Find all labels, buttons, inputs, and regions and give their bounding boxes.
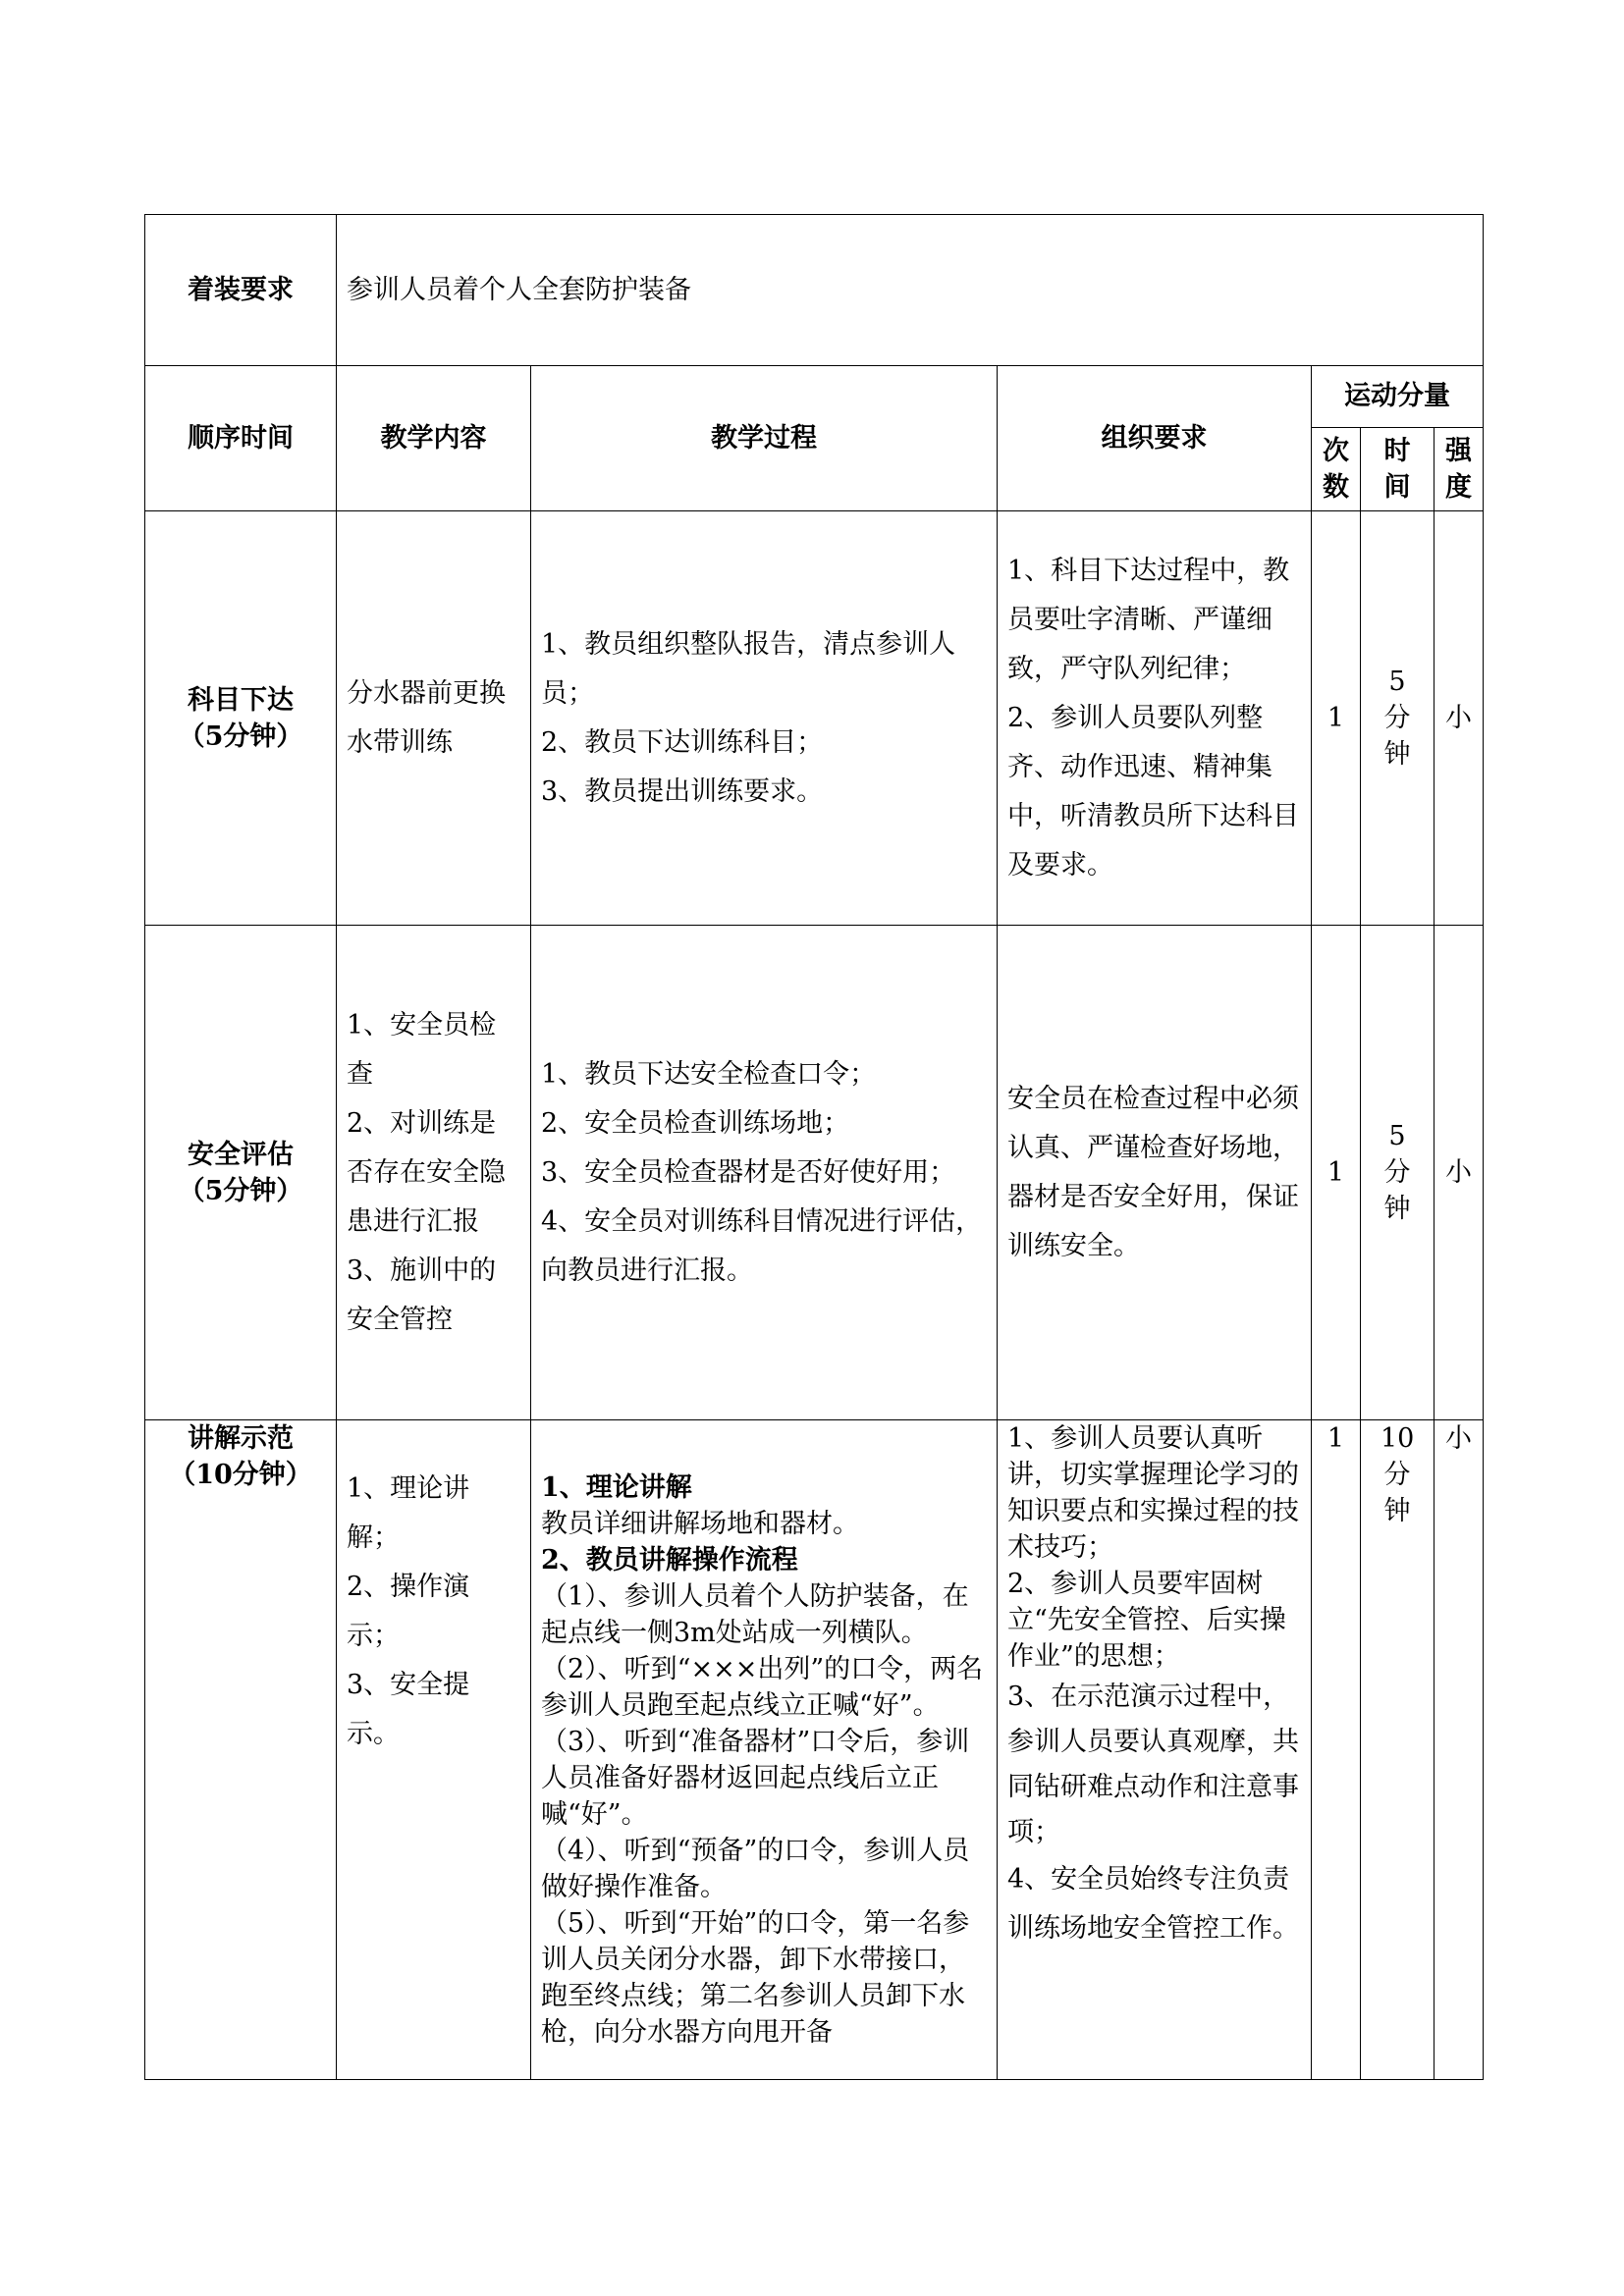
- row-intensity: 小: [1435, 1420, 1484, 2080]
- row-title: 科目下达 （5分钟）: [145, 511, 337, 926]
- dress-label: 着装要求: [145, 215, 337, 366]
- row-intensity: 小: [1435, 926, 1484, 1420]
- row-requirements: 1、参训人员要认真听讲，切实掌握理论学习的知识要点和实操过程的技术技巧； 2、参训人员要牢固树立“先安全管控、后实操作业”的思想； 3、在示范演示过程中，参训人员要认真观摩，共同钻研难点动作和注意事项； 4、安全员始终专注负责训练场地安全管控工作。: [998, 1420, 1312, 2080]
- header-requirements: 组织要求: [998, 366, 1312, 511]
- row-times: 1: [1312, 926, 1361, 1420]
- dress-value: 参训人员着个人全套防护装备: [337, 215, 1484, 366]
- header-intensity: 强度: [1435, 428, 1484, 511]
- row-times: 1: [1312, 511, 1361, 926]
- header-process: 教学过程: [531, 366, 998, 511]
- row-process: 1、教员组织整队报告，清点参训人员； 2、教员下达训练科目； 3、教员提出训练要求。: [531, 511, 998, 926]
- row-process: 1、理论讲解 教员详细讲解场地和器材。 2、教员讲解操作流程 （1）、参训人员着个人防护装备，在起点线一侧3m处站成一列横队。 （2）、听到“×××出列”的口令，两名参训人员跑至起点线立正喊“好”。 （3）、听到“准备器材”口令后，参训人员准备好器材返回起点线后立正喊“好”。 （4）、听到“预备”的口令，参训人员做好操作准备。 （5）、听到“开始”的口令，第一名参训人员关闭分水器，卸下水带接口，跑至终点线；第二名参训人员卸下水枪，向分水器方向甩开备: [531, 1420, 998, 2080]
- table-row: [145, 926, 1484, 1420]
- header-times: 次数: [1312, 428, 1361, 511]
- lesson-plan-table: [144, 214, 1484, 2080]
- row-title: 讲解示范 （10分钟）: [145, 1420, 337, 2080]
- table-row: [145, 511, 1484, 926]
- row-duration: 10分钟: [1361, 1420, 1435, 2080]
- row-duration: 5分钟: [1361, 926, 1435, 1420]
- row-duration: 5分钟: [1361, 511, 1435, 926]
- row-content: 分水器前更换水带训练: [337, 511, 531, 926]
- row-times: 1: [1312, 1420, 1361, 2080]
- row-title: 安全评估 （5分钟）: [145, 926, 337, 1420]
- row-process: 1、教员下达安全检查口令； 2、安全员检查训练场地； 3、安全员检查器材是否好使好用； 4、安全员对训练科目情况进行评估，向教员进行汇报。: [531, 926, 998, 1420]
- header-content: 教学内容: [337, 366, 531, 511]
- table-row: [145, 1420, 1484, 2080]
- row-content: 1、理论讲解； 2、操作演示； 3、安全提示。: [337, 1420, 531, 2080]
- header-order-time: 顺序时间: [145, 366, 337, 511]
- row-content: 1、安全员检查 2、对训练是否存在安全隐患进行汇报 3、施训中的安全管控: [337, 926, 531, 1420]
- header-duration: 时间: [1361, 428, 1435, 511]
- row-intensity: 小: [1435, 511, 1484, 926]
- row-requirements: 1、科目下达过程中，教员要吐字清晰、严谨细致，严守队列纪律； 2、参训人员要队列整齐、动作迅速、精神集中，听清教员所下达科目及要求。: [998, 511, 1312, 926]
- row-requirements: 安全员在检查过程中必须认真、严谨检查好场地，器材是否安全好用，保证训练安全。: [998, 926, 1312, 1420]
- header-load: 运动分量: [1312, 366, 1484, 428]
